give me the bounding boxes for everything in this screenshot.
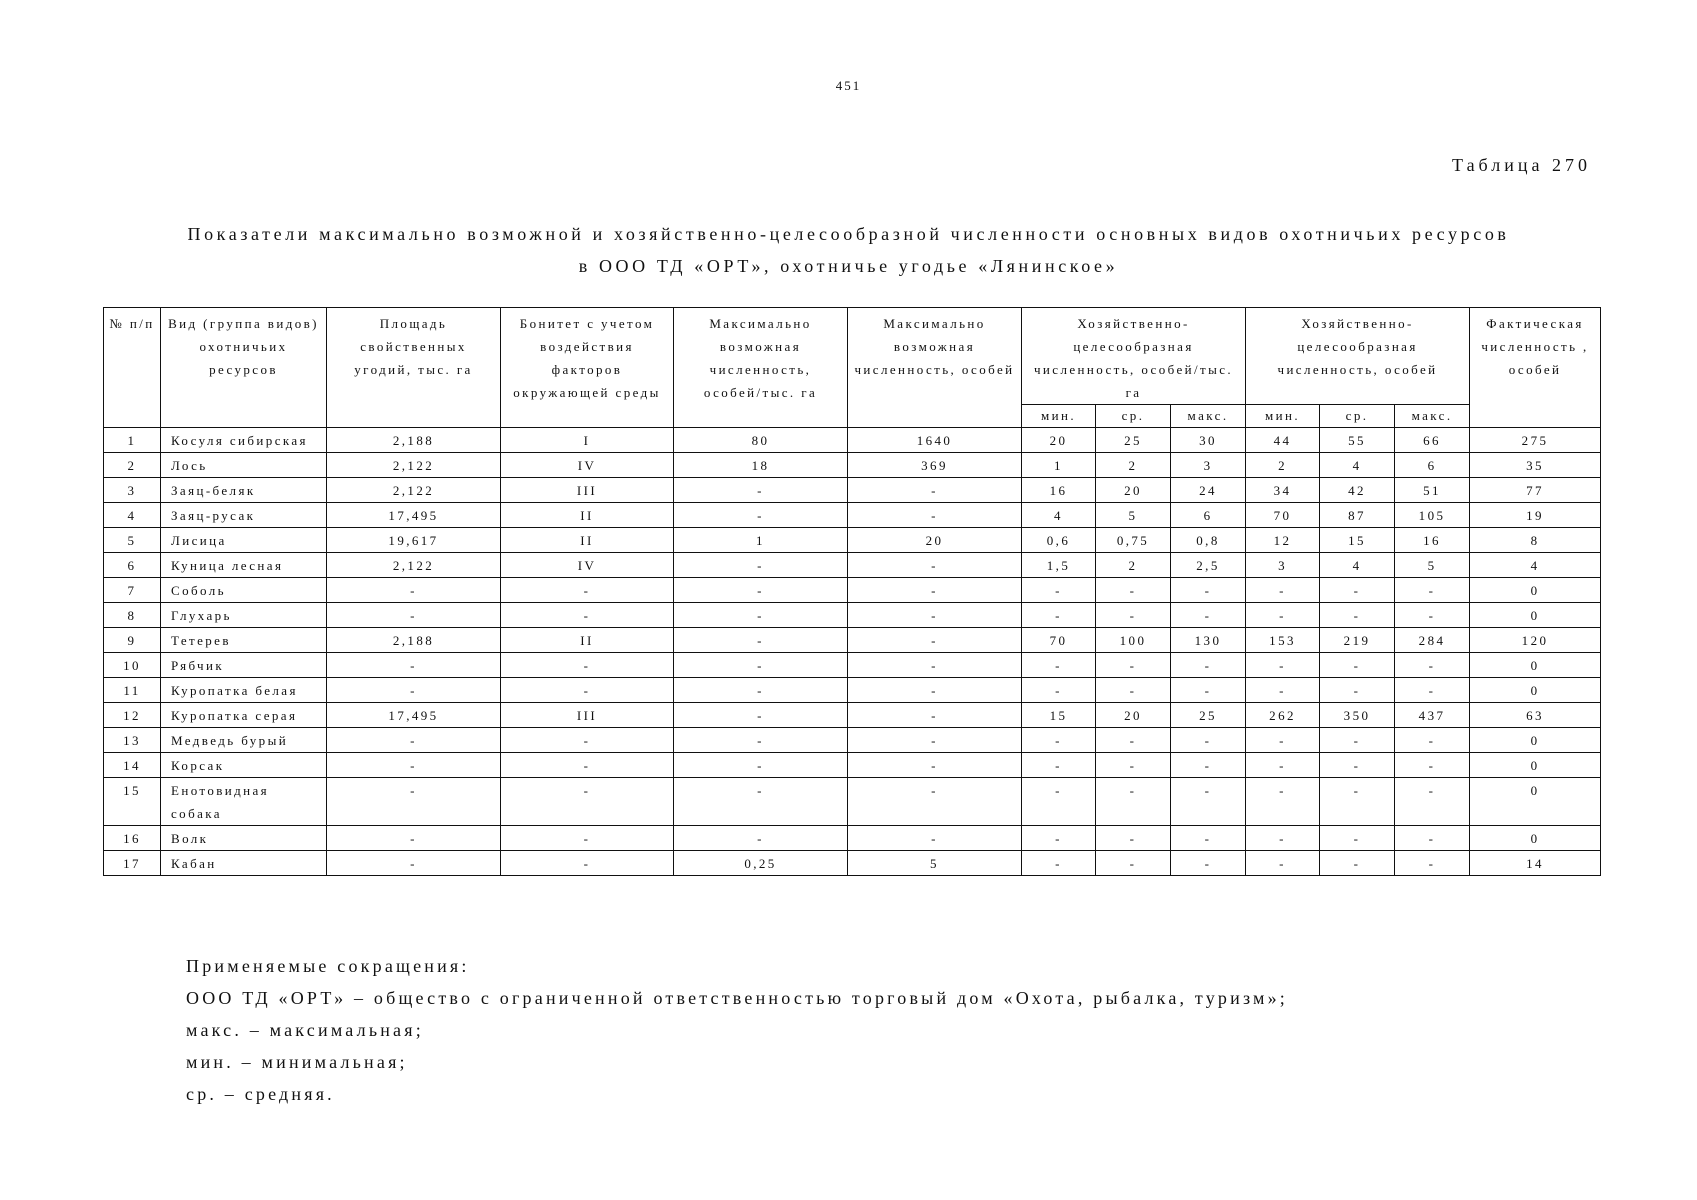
cell-econ-density-max: - (1171, 826, 1246, 851)
cell-max-count: 20 (848, 528, 1022, 553)
cell-max-count: - (848, 778, 1022, 826)
note-min: мин. – минимальная; (186, 1052, 408, 1072)
cell-num: 16 (104, 826, 161, 851)
cell-econ-count-min: 262 (1246, 703, 1320, 728)
cell-max-density: - (674, 678, 848, 703)
cell-econ-density-avg: - (1096, 603, 1171, 628)
cell-actual: 8 (1470, 528, 1601, 553)
cell-econ-density-avg: - (1096, 753, 1171, 778)
cell-max-density: - (674, 703, 848, 728)
cell-area: - (327, 728, 501, 753)
cell-num: 13 (104, 728, 161, 753)
cell-bonitet: II (501, 503, 674, 528)
cell-max-density: - (674, 603, 848, 628)
cell-econ-count-avg: 87 (1320, 503, 1395, 528)
cell-actual: 19 (1470, 503, 1601, 528)
table-row (104, 478, 1601, 503)
cell-max-density: - (674, 753, 848, 778)
cell-econ-count-max: - (1395, 578, 1470, 603)
table-row (104, 428, 1601, 453)
header-econ-density-max: макс. (1171, 405, 1246, 428)
cell-econ-density-min: 0,6 (1022, 528, 1096, 553)
cell-area: 2,122 (327, 478, 501, 503)
cell-econ-count-avg: - (1320, 826, 1395, 851)
cell-econ-count-max: - (1395, 603, 1470, 628)
header-econ-count-avg: ср. (1320, 405, 1395, 428)
cell-area: 19,617 (327, 528, 501, 553)
cell-econ-count-min: 2 (1246, 453, 1320, 478)
cell-econ-count-avg: 4 (1320, 553, 1395, 578)
cell-max-density: - (674, 628, 848, 653)
cell-area: - (327, 653, 501, 678)
header-econ-density: Хозяйственно-целесообразная численность, особей/тыс. га (1022, 308, 1246, 405)
cell-econ-density-avg: 2 (1096, 453, 1171, 478)
cell-max-count: - (848, 628, 1022, 653)
cell-max-density: - (674, 578, 848, 603)
cell-econ-density-min: 4 (1022, 503, 1096, 528)
cell-area: - (327, 578, 501, 603)
cell-species: Глухарь (161, 603, 327, 628)
cell-bonitet: - (501, 826, 674, 851)
header-max-count: Максимально возможная численность, особей (848, 308, 1022, 428)
cell-species: Корсак (161, 753, 327, 778)
cell-econ-density-min: - (1022, 578, 1096, 603)
cell-econ-density-avg: 0,75 (1096, 528, 1171, 553)
cell-species: Тетерев (161, 628, 327, 653)
cell-max-count: 1640 (848, 428, 1022, 453)
table-row (104, 826, 1601, 851)
cell-species: Куропатка белая (161, 678, 327, 703)
cell-species: Кабан (161, 851, 327, 876)
cell-econ-count-max: 16 (1395, 528, 1470, 553)
cell-actual: 4 (1470, 553, 1601, 578)
cell-num: 15 (104, 778, 161, 826)
cell-max-count: 369 (848, 453, 1022, 478)
cell-econ-density-max: - (1171, 603, 1246, 628)
cell-econ-density-min: - (1022, 603, 1096, 628)
cell-econ-density-max: - (1171, 778, 1246, 826)
cell-max-count: - (848, 703, 1022, 728)
cell-bonitet: III (501, 478, 674, 503)
cell-econ-density-max: - (1171, 753, 1246, 778)
cell-econ-count-max: - (1395, 678, 1470, 703)
cell-econ-count-min: - (1246, 826, 1320, 851)
cell-econ-count-min: 153 (1246, 628, 1320, 653)
cell-econ-density-avg: 25 (1096, 428, 1171, 453)
cell-econ-count-avg: - (1320, 603, 1395, 628)
cell-econ-density-max: 6 (1171, 503, 1246, 528)
cell-econ-density-avg: - (1096, 851, 1171, 876)
cell-econ-density-min: - (1022, 778, 1096, 826)
header-area: Площадь свойственных угодий, тыс. га (327, 308, 501, 428)
cell-econ-density-avg: 20 (1096, 478, 1171, 503)
header-actual: Фактическая численность , особей (1470, 308, 1601, 428)
cell-area: - (327, 778, 501, 826)
cell-area: - (327, 826, 501, 851)
cell-econ-count-max: - (1395, 728, 1470, 753)
cell-econ-density-max: 2,5 (1171, 553, 1246, 578)
table-label: Таблица 270 (1452, 155, 1591, 175)
cell-num: 17 (104, 851, 161, 876)
cell-econ-count-max: 105 (1395, 503, 1470, 528)
cell-econ-count-max: - (1395, 851, 1470, 876)
cell-bonitet: - (501, 653, 674, 678)
cell-econ-density-avg: - (1096, 678, 1171, 703)
cell-max-density: - (674, 826, 848, 851)
cell-econ-density-min: 15 (1022, 703, 1096, 728)
cell-econ-density-max: - (1171, 653, 1246, 678)
cell-econ-count-avg: - (1320, 851, 1395, 876)
cell-num: 9 (104, 628, 161, 653)
cell-econ-density-min: - (1022, 653, 1096, 678)
cell-actual: 0 (1470, 678, 1601, 703)
cell-species: Волк (161, 826, 327, 851)
cell-species: Заяц-русак (161, 503, 327, 528)
cell-econ-density-min: - (1022, 728, 1096, 753)
cell-econ-density-min: - (1022, 851, 1096, 876)
cell-econ-count-max: - (1395, 653, 1470, 678)
cell-bonitet: II (501, 628, 674, 653)
cell-bonitet: - (501, 753, 674, 778)
cell-actual: 275 (1470, 428, 1601, 453)
title-line-2: в ООО ТД «ОРТ», охотничье угодье «Лянинское» (578, 256, 1119, 276)
cell-econ-count-min: - (1246, 778, 1320, 826)
cell-econ-count-max: 51 (1395, 478, 1470, 503)
table-row (104, 703, 1601, 728)
table-body (104, 428, 1601, 876)
cell-econ-density-min: 1,5 (1022, 553, 1096, 578)
cell-num: 8 (104, 603, 161, 628)
cell-econ-density-avg: - (1096, 578, 1171, 603)
header-econ-count-max: макс. (1395, 405, 1470, 428)
cell-econ-density-max: - (1171, 678, 1246, 703)
cell-max-density: - (674, 778, 848, 826)
cell-econ-count-avg: 55 (1320, 428, 1395, 453)
table-title (80, 218, 1617, 282)
table-row (104, 628, 1601, 653)
cell-max-density: 80 (674, 428, 848, 453)
cell-num: 14 (104, 753, 161, 778)
cell-bonitet: III (501, 703, 674, 728)
page-number: 451 (835, 78, 862, 93)
cell-econ-count-min: - (1246, 753, 1320, 778)
cell-max-density: - (674, 503, 848, 528)
cell-econ-density-max: 130 (1171, 628, 1246, 653)
header-bonitet: Бонитет с учетом воздействия факторов окружающей среды (501, 308, 674, 428)
cell-econ-density-min: - (1022, 753, 1096, 778)
cell-bonitet: - (501, 851, 674, 876)
cell-econ-density-max: - (1171, 578, 1246, 603)
cell-max-count: - (848, 503, 1022, 528)
cell-econ-count-max: 5 (1395, 553, 1470, 578)
cell-max-density: 1 (674, 528, 848, 553)
cell-econ-density-max: - (1171, 851, 1246, 876)
cell-econ-density-min: - (1022, 678, 1096, 703)
cell-bonitet: - (501, 678, 674, 703)
cell-econ-count-min: 34 (1246, 478, 1320, 503)
cell-area: - (327, 678, 501, 703)
cell-econ-count-min: - (1246, 728, 1320, 753)
cell-max-count: - (848, 826, 1022, 851)
cell-econ-density-avg: - (1096, 653, 1171, 678)
title-line-1: Показатели максимально возможной и хозяйственно-целесообразной численности основных видов охотничьих ресурсов (187, 224, 1510, 244)
header-econ-count-min: мин. (1246, 405, 1320, 428)
cell-bonitet: - (501, 578, 674, 603)
cell-econ-count-max: 6 (1395, 453, 1470, 478)
cell-species: Куропатка серая (161, 703, 327, 728)
header-econ-count: Хозяйственно-целесообразная численность, особей (1246, 308, 1470, 405)
cell-num: 12 (104, 703, 161, 728)
cell-species: Рябчик (161, 653, 327, 678)
cell-econ-count-avg: - (1320, 578, 1395, 603)
cell-econ-density-max: 0,8 (1171, 528, 1246, 553)
cell-econ-density-avg: - (1096, 778, 1171, 826)
cell-econ-count-avg: - (1320, 678, 1395, 703)
table-row (104, 603, 1601, 628)
cell-species: Заяц-беляк (161, 478, 327, 503)
cell-actual: 0 (1470, 603, 1601, 628)
cell-max-count: - (848, 603, 1022, 628)
table-row (104, 553, 1601, 578)
cell-area: - (327, 753, 501, 778)
table-row (104, 503, 1601, 528)
cell-econ-count-max: 437 (1395, 703, 1470, 728)
cell-actual: 0 (1470, 778, 1601, 826)
cell-max-count: - (848, 578, 1022, 603)
cell-actual: 14 (1470, 851, 1601, 876)
header-num: № п/п (104, 308, 161, 428)
cell-area: 17,495 (327, 703, 501, 728)
cell-bonitet: IV (501, 453, 674, 478)
cell-num: 6 (104, 553, 161, 578)
cell-area: - (327, 851, 501, 876)
cell-area: 2,122 (327, 553, 501, 578)
table-row (104, 778, 1601, 826)
cell-max-count: - (848, 753, 1022, 778)
table-row (104, 528, 1601, 553)
cell-max-density: - (674, 728, 848, 753)
table-row (104, 578, 1601, 603)
table-row (104, 678, 1601, 703)
cell-species: Лисица (161, 528, 327, 553)
cell-actual: 0 (1470, 653, 1601, 678)
cell-econ-count-min: 3 (1246, 553, 1320, 578)
data-table (103, 307, 1601, 876)
cell-num: 5 (104, 528, 161, 553)
cell-econ-count-max: 66 (1395, 428, 1470, 453)
cell-bonitet: - (501, 778, 674, 826)
cell-econ-count-avg: 350 (1320, 703, 1395, 728)
cell-max-density: 0,25 (674, 851, 848, 876)
cell-num: 3 (104, 478, 161, 503)
cell-econ-count-avg: - (1320, 653, 1395, 678)
cell-max-count: - (848, 478, 1022, 503)
cell-species: Енотовидная собака (161, 778, 327, 826)
table-row (104, 851, 1601, 876)
cell-econ-density-avg: - (1096, 826, 1171, 851)
cell-econ-count-min: - (1246, 653, 1320, 678)
table-row (104, 753, 1601, 778)
cell-econ-density-max: 24 (1171, 478, 1246, 503)
header-econ-density-avg: ср. (1096, 405, 1171, 428)
cell-econ-density-avg: 2 (1096, 553, 1171, 578)
cell-max-count: - (848, 728, 1022, 753)
note-avg: ср. – средняя. (186, 1084, 335, 1104)
cell-econ-density-min: 20 (1022, 428, 1096, 453)
cell-econ-count-avg: - (1320, 753, 1395, 778)
cell-num: 11 (104, 678, 161, 703)
cell-max-density: - (674, 478, 848, 503)
cell-econ-density-max: 30 (1171, 428, 1246, 453)
cell-area: 2,188 (327, 628, 501, 653)
cell-area: - (327, 603, 501, 628)
cell-econ-count-avg: 4 (1320, 453, 1395, 478)
cell-actual: 0 (1470, 753, 1601, 778)
cell-actual: 120 (1470, 628, 1601, 653)
header-econ-density-min: мин. (1022, 405, 1096, 428)
cell-actual: 0 (1470, 826, 1601, 851)
table-row (104, 728, 1601, 753)
cell-econ-density-avg: 20 (1096, 703, 1171, 728)
cell-bonitet: - (501, 603, 674, 628)
table-row (104, 653, 1601, 678)
cell-num: 1 (104, 428, 161, 453)
cell-econ-count-avg: - (1320, 778, 1395, 826)
cell-econ-count-max: 284 (1395, 628, 1470, 653)
cell-econ-density-max: 25 (1171, 703, 1246, 728)
cell-bonitet: IV (501, 553, 674, 578)
cell-max-density: - (674, 653, 848, 678)
cell-max-count: - (848, 678, 1022, 703)
cell-econ-count-min: - (1246, 578, 1320, 603)
cell-area: 2,122 (327, 453, 501, 478)
table-header (104, 308, 1601, 428)
cell-actual: 35 (1470, 453, 1601, 478)
cell-econ-density-avg: 100 (1096, 628, 1171, 653)
cell-econ-density-min: 1 (1022, 453, 1096, 478)
cell-actual: 77 (1470, 478, 1601, 503)
cell-econ-count-max: - (1395, 778, 1470, 826)
cell-econ-count-min: - (1246, 603, 1320, 628)
cell-econ-density-max: - (1171, 728, 1246, 753)
cell-econ-density-min: 70 (1022, 628, 1096, 653)
abbreviations-notes (186, 950, 1288, 1110)
cell-actual: 0 (1470, 728, 1601, 753)
cell-max-count: - (848, 653, 1022, 678)
notes-heading: Применяемые сокращения: (186, 956, 470, 976)
cell-max-density: 18 (674, 453, 848, 478)
cell-actual: 63 (1470, 703, 1601, 728)
cell-species: Медведь бурый (161, 728, 327, 753)
cell-species: Лось (161, 453, 327, 478)
table-row (104, 453, 1601, 478)
cell-max-density: - (674, 553, 848, 578)
cell-species: Соболь (161, 578, 327, 603)
cell-econ-count-max: - (1395, 826, 1470, 851)
cell-econ-count-min: 70 (1246, 503, 1320, 528)
cell-actual: 0 (1470, 578, 1601, 603)
cell-econ-count-avg: 219 (1320, 628, 1395, 653)
cell-econ-density-avg: 5 (1096, 503, 1171, 528)
cell-species: Куница лесная (161, 553, 327, 578)
cell-econ-count-min: - (1246, 851, 1320, 876)
cell-bonitet: II (501, 528, 674, 553)
cell-num: 10 (104, 653, 161, 678)
header-max-density: Максимально возможная численность, особей/тыс. га (674, 308, 848, 428)
cell-econ-count-min: - (1246, 678, 1320, 703)
cell-econ-count-max: - (1395, 753, 1470, 778)
cell-num: 2 (104, 453, 161, 478)
cell-econ-density-avg: - (1096, 728, 1171, 753)
cell-num: 7 (104, 578, 161, 603)
cell-econ-density-min: - (1022, 826, 1096, 851)
cell-max-count: - (848, 553, 1022, 578)
cell-econ-count-min: 44 (1246, 428, 1320, 453)
cell-econ-count-avg: - (1320, 728, 1395, 753)
note-ort: ООО ТД «ОРТ» – общество с ограниченной ответственностью торговый дом «Охота, рыбалка, туризм»; (186, 988, 1289, 1008)
cell-area: 17,495 (327, 503, 501, 528)
cell-econ-count-avg: 15 (1320, 528, 1395, 553)
cell-econ-density-max: 3 (1171, 453, 1246, 478)
cell-econ-density-min: 16 (1022, 478, 1096, 503)
cell-max-count: 5 (848, 851, 1022, 876)
cell-bonitet: - (501, 728, 674, 753)
cell-econ-count-min: 12 (1246, 528, 1320, 553)
cell-num: 4 (104, 503, 161, 528)
cell-econ-count-avg: 42 (1320, 478, 1395, 503)
note-max: макс. – максимальная; (186, 1020, 424, 1040)
cell-species: Косуля сибирская (161, 428, 327, 453)
cell-area: 2,188 (327, 428, 501, 453)
cell-bonitet: I (501, 428, 674, 453)
header-species: Вид (группа видов) охотничьих ресурсов (161, 308, 327, 428)
